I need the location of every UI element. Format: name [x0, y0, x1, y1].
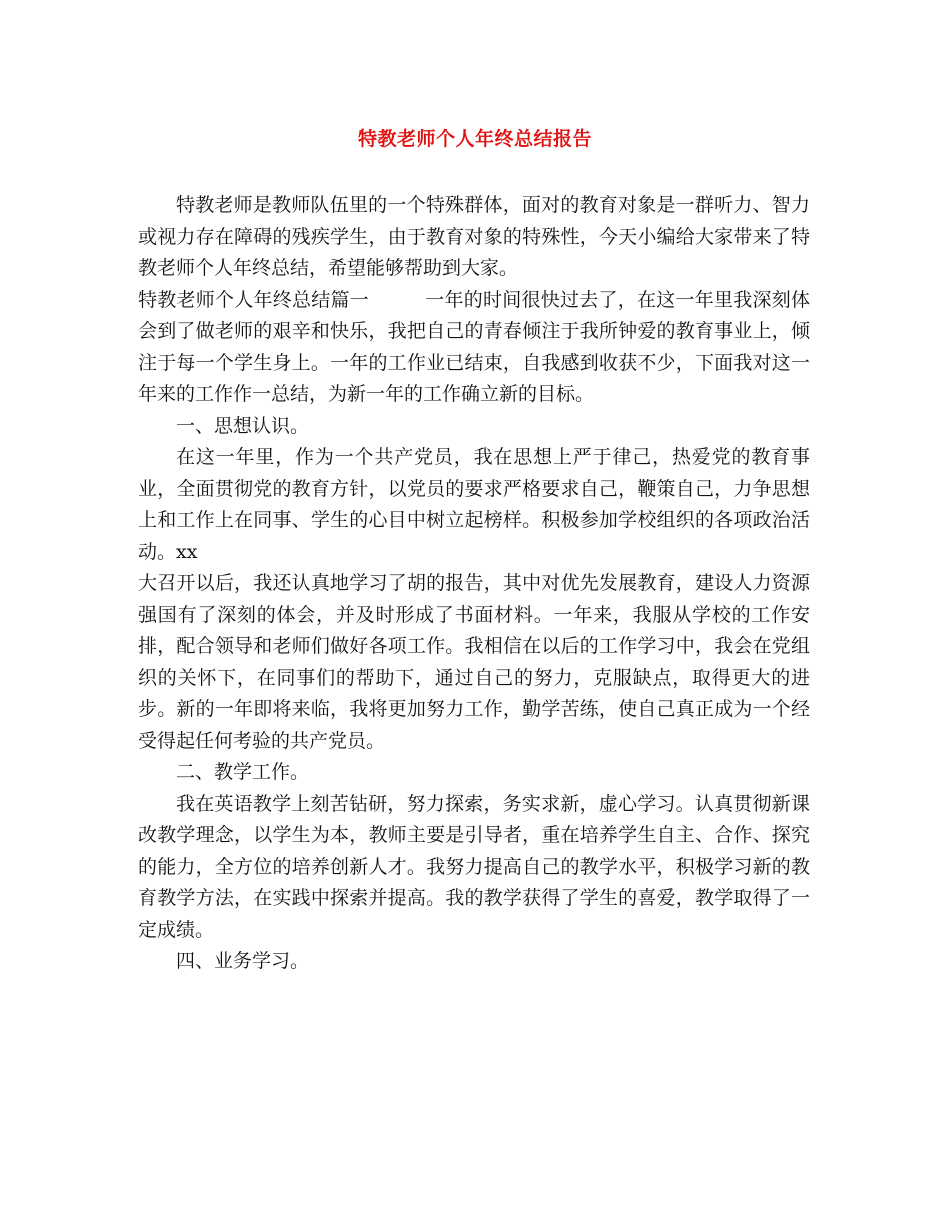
section-heading-2: 二、教学工作。: [176, 761, 310, 783]
piece-heading: 特教老师个人年终总结篇一: [138, 288, 369, 311]
document-body: [138, 190, 810, 978]
section-heading-1: 一、思想认识。: [176, 414, 310, 437]
intro-paragraph: 特教老师是教师队伍里的一个特殊群体，面对的教育对象是一群听力、智力或视力存在障碍的残疾学生，由于教育对象的特殊性，今天小编给大家带来了特教老师个人年终总结，希望能够帮助到大家。: [138, 194, 810, 279]
piece-opening: 一年的时间很快过去了，在这一年里我深刻体会到了做老师的艰辛和快乐，我把自己的青春倾注于我所钟爱的教育事业上，倾注于每一个学生身上。一年的工作业已结束，自我感到收获不少，下面我对这一年来的工作作一总结，为新一年的工作确立新的目标。: [138, 288, 810, 405]
piece-paragraph: [138, 285, 810, 411]
section-1-paragraph-b: 大召开以后，我还认真地学习了胡的报告，其中对优先发展教育，建设人力资源强国有了深刻的体会，并及时形成了书面材料。一年来，我服从学校的工作安排，配合领导和老师们做好各项工作。我相信在以后的工作学习中，我会在党组织的关怀下，在同事们的帮助下，通过自己的努力，克服缺点，取得更大的进步。新的一年即将来临，我将更加努力工作，勤学苦练，使自己真正成为一个经受得起任何考验的共产党员。: [138, 572, 810, 752]
section-heading-4: 四、业务学习。: [176, 950, 310, 972]
section-2-paragraph: 我在英语教学上刻苦钻研，努力探索，务实求新，虚心学习。认真贯彻新课改教学理念，以学生为本，教师主要是引导者，重在培养学生自主、合作、探究的能力，全方位的培养创新人才。我努力提高自己的教学水平，积极学习新的教育教学方法，在实践中探索并提高。我的教学获得了学生的喜爱，教学取得了一定成绩。: [138, 792, 810, 941]
document-title: 特教老师个人年终总结报告: [357, 128, 592, 150]
section-1-paragraph-a: 在这一年里，作为一个共产党员，我在思想上严于律己，热爱党的教育事业，全面贯彻党的教育方针，以党员的要求严格要求自己，鞭策自己，力争思想上和工作上在同事、学生的心目中树立起榜样。积极参加学校组织的各项政治活动。xx: [138, 446, 810, 563]
